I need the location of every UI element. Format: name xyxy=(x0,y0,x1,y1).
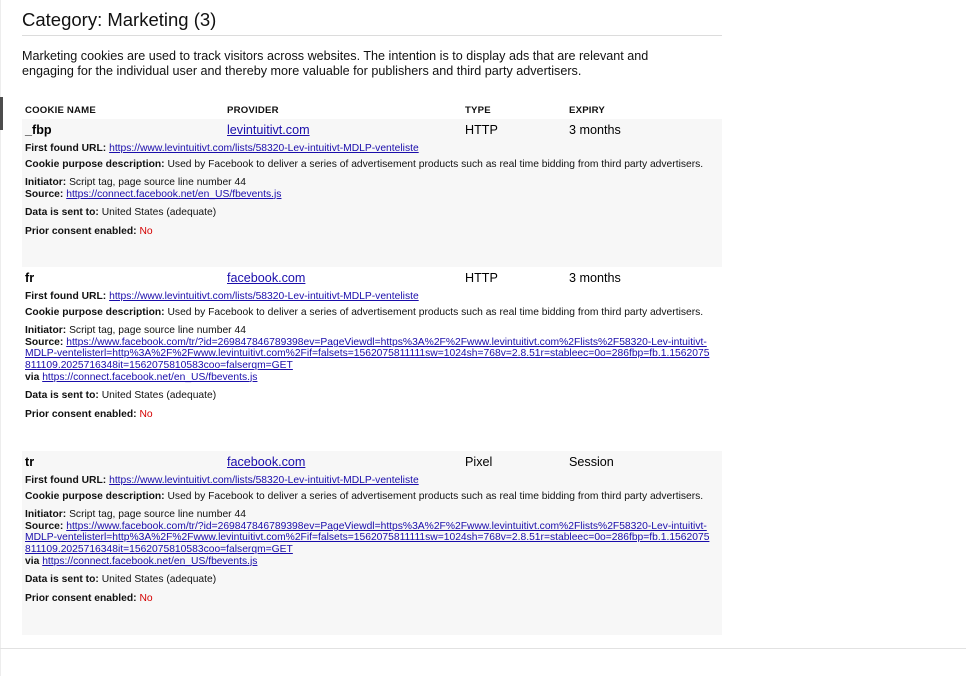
cookie-type: HTTP xyxy=(465,271,498,285)
cookie-provider-link[interactable]: facebook.com xyxy=(227,455,306,469)
first-found-label: First found URL: xyxy=(25,291,107,302)
via-url-link[interactable]: https://connect.facebook.net/en_US/fbevents.js xyxy=(42,371,258,383)
sent-to-label: Data is sent to: xyxy=(25,207,99,219)
initiator-text: Script tag, page source line number 44 xyxy=(69,509,246,521)
cookie-row xyxy=(22,119,722,143)
consent-label: Prior consent enabled: xyxy=(25,592,137,604)
header-expiry: EXPIRY xyxy=(569,105,606,116)
consent-row xyxy=(22,226,715,238)
initiator-text: Script tag, page source line number 44 xyxy=(69,177,246,189)
cookie-provider-link[interactable]: facebook.com xyxy=(227,271,306,285)
cookie-row xyxy=(22,451,722,475)
cookie-name: fr xyxy=(25,271,35,285)
initiator-row xyxy=(22,177,715,189)
sent-to-row xyxy=(22,207,715,219)
source-url-link[interactable]: https://connect.facebook.net/en_US/fbevents.js xyxy=(66,188,282,200)
sent-to-text: United States (adequate) xyxy=(101,574,217,586)
sent-to-text: United States (adequate) xyxy=(101,207,217,219)
first-found-row xyxy=(22,291,715,303)
via-row xyxy=(22,556,715,568)
cookie-entry-tr xyxy=(22,451,722,635)
consent-value: No xyxy=(139,225,153,237)
sent-to-label: Data is sent to: xyxy=(25,574,99,586)
purpose-label: Cookie purpose description: xyxy=(25,306,165,318)
via-url-link[interactable]: https://connect.facebook.net/en_US/fbevents.js xyxy=(42,555,258,567)
purpose-text: Used by Facebook to deliver a series of advertisement products such as real time bidding from third party advertisers. xyxy=(167,158,704,170)
sent-to-row xyxy=(22,574,715,586)
first-found-url-link[interactable]: https://www.levintuitivt.com/lists/58320-Lev-intuitivt-MDLP-venteliste xyxy=(109,143,419,154)
purpose-row xyxy=(22,307,715,319)
bottom-divider xyxy=(0,648,966,649)
category-description: Marketing cookies are used to track visitors across websites. The intention is to display ads that are relevant and engaging for the individual user and thereby more valuable for publishers and third party advertisers. xyxy=(22,49,649,78)
cookie-entry-fbp xyxy=(22,119,722,267)
consent-row xyxy=(22,593,715,605)
sent-to-text: United States (adequate) xyxy=(101,390,217,402)
source-label: Source: xyxy=(25,520,64,532)
sent-to-label: Data is sent to: xyxy=(25,390,99,402)
source-label: Source: xyxy=(25,188,64,200)
title-divider xyxy=(22,35,722,36)
sent-to-row xyxy=(22,390,715,402)
first-found-row xyxy=(22,143,715,155)
cookie-name: _fbp xyxy=(25,123,52,137)
purpose-label: Cookie purpose description: xyxy=(25,158,165,170)
category-title: Category: Marketing (3) xyxy=(22,9,217,30)
source-row xyxy=(22,521,715,556)
cookie-expiry: Session xyxy=(569,455,614,469)
cookie-type: Pixel xyxy=(465,455,493,469)
category-panel xyxy=(22,0,722,635)
cookie-type: HTTP xyxy=(465,123,498,137)
header-cookie-name: COOKIE NAME xyxy=(25,105,96,116)
initiator-row xyxy=(22,509,715,521)
first-found-url-link[interactable]: https://www.levintuitivt.com/lists/58320-Lev-intuitivt-MDLP-venteliste xyxy=(109,475,419,486)
left-edge-bar xyxy=(0,97,3,130)
consent-row xyxy=(22,409,715,421)
initiator-row xyxy=(22,325,715,337)
initiator-label: Initiator: xyxy=(25,325,67,337)
cookie-provider-link[interactable]: levintuitivt.com xyxy=(227,123,310,137)
purpose-label: Cookie purpose description: xyxy=(25,490,165,502)
first-found-url-link[interactable]: https://www.levintuitivt.com/lists/58320-Lev-intuitivt-MDLP-venteliste xyxy=(109,291,419,302)
via-label: via xyxy=(25,371,40,383)
purpose-row xyxy=(22,159,715,171)
consent-value: No xyxy=(139,592,153,604)
cookie-entry-fr xyxy=(22,267,722,451)
source-url-link[interactable]: https://www.facebook.com/tr/?id=269847846789398ev=PageViewdl=https%3A%2F%2Fwww.levintuitivt.com%2Flists%2F58320-Lev-intuitivt-MDLP-ventelisterl=http%3A%2F%2Fwww.levintuitivt.com%2Fif=falsets=1562075811111sw=1024sh=768v=2.8.51r=stableec=0o=286fbp=fb.1.1562075811109.2025716348it=1562075810583coo=falserqm=GET xyxy=(25,520,710,555)
via-label: via xyxy=(25,555,40,567)
header-type: TYPE xyxy=(465,105,491,116)
initiator-label: Initiator: xyxy=(25,509,67,521)
first-found-row xyxy=(22,475,715,487)
header-provider: PROVIDER xyxy=(227,105,279,116)
cookie-expiry: 3 months xyxy=(569,123,621,137)
purpose-text: Used by Facebook to deliver a series of advertisement products such as real time bidding from third party advertisers. xyxy=(167,490,704,502)
purpose-row xyxy=(22,491,715,503)
via-row xyxy=(22,372,715,384)
cookie-name: tr xyxy=(25,455,35,469)
consent-label: Prior consent enabled: xyxy=(25,408,137,420)
cookie-expiry: 3 months xyxy=(569,271,621,285)
consent-label: Prior consent enabled: xyxy=(25,225,137,237)
source-row xyxy=(22,189,715,201)
initiator-text: Script tag, page source line number 44 xyxy=(69,325,246,337)
table-header xyxy=(22,99,722,119)
first-found-label: First found URL: xyxy=(25,475,107,486)
consent-value: No xyxy=(139,408,153,420)
cookie-row xyxy=(22,267,722,291)
first-found-label: First found URL: xyxy=(25,143,107,154)
source-url-link[interactable]: https://www.facebook.com/tr/?id=269847846789398ev=PageViewdl=https%3A%2F%2Fwww.levintuitivt.com%2Flists%2F58320-Lev-intuitivt-MDLP-ventelisterl=http%3A%2F%2Fwww.levintuitivt.com%2Fif=falsets=1562075811111sw=1024sh=768v=2.8.51r=stableec=0o=286fbp=fb.1.1562075811109.2025716348it=1562075810583coo=falserqm=GET xyxy=(25,336,710,371)
source-row xyxy=(22,337,715,372)
purpose-text: Used by Facebook to deliver a series of advertisement products such as real time bidding from third party advertisers. xyxy=(167,306,704,318)
source-label: Source: xyxy=(25,336,64,348)
initiator-label: Initiator: xyxy=(25,177,67,189)
